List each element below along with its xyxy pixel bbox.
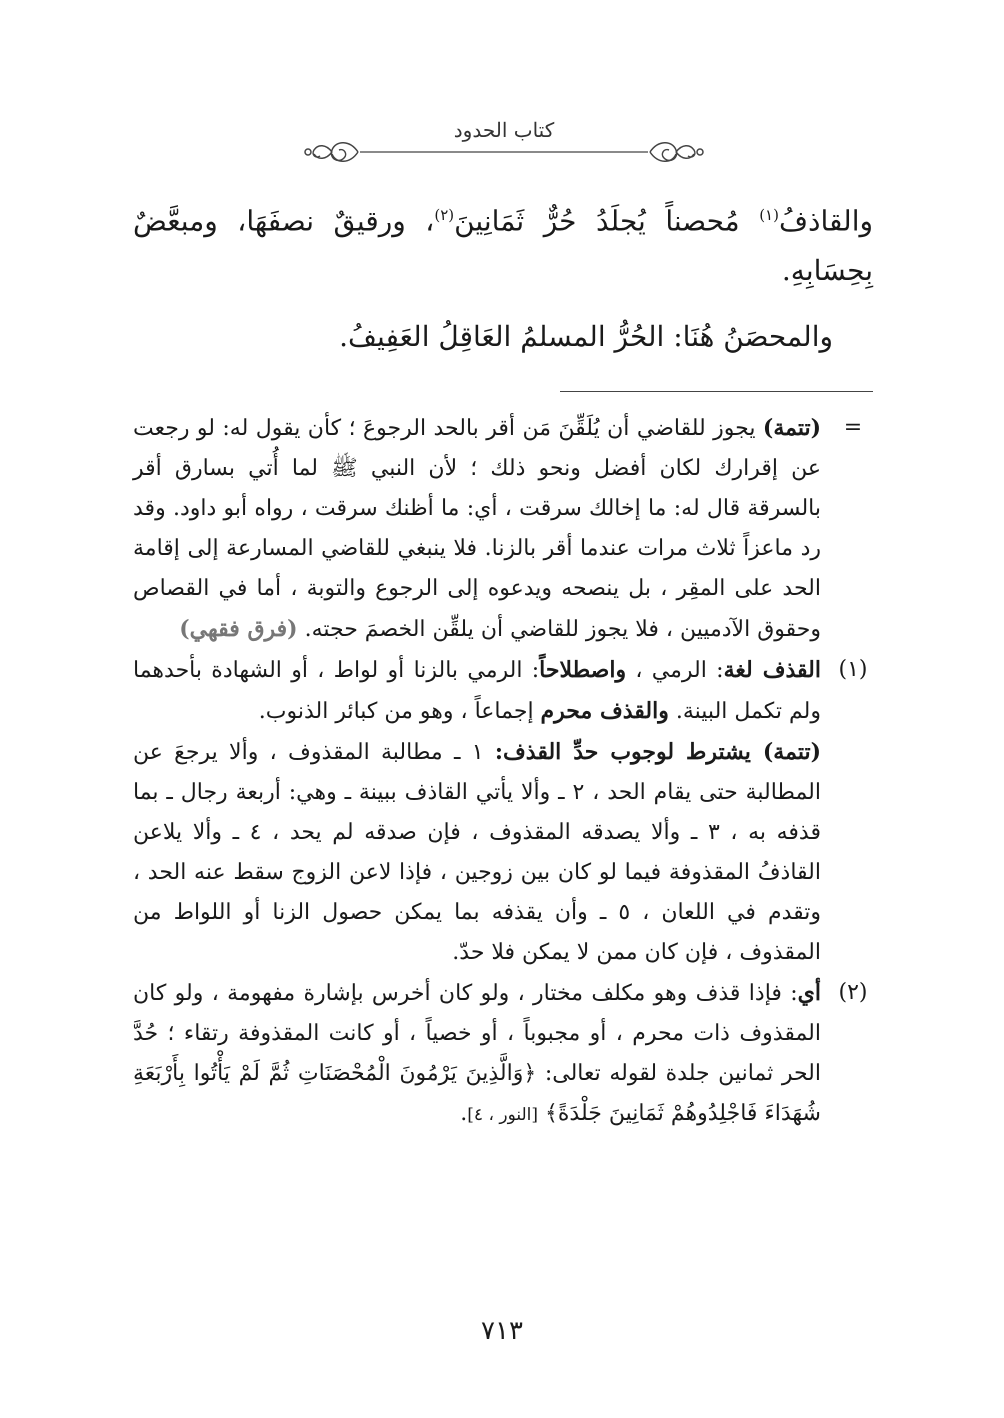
footnote-text-run: يجوز للقاضي أن يُلَقِّنَ مَن أقر بالحد الرجوعَ ؛ كأن يقول له: لو رجعت عن إقرارك لكان أفضل ونحو ذلك ؛ لأن النبي ﷺ لما أُتي بسارق أقر بالسرقة قال له: ما إخالك سرقت ، أي: ما أظنك سرقت ، رواه أبو داود. وقد رد ماعزاً ثلاث مرات عندما أقر بالزنا. فلا ينبغي للقاضي المسارعة إلى إقامة الحد على المقِر ، بل ينصحه ويدعوه إلى الرجوع والتوبة ، أما في القصاص وحقوق الآدميين ، فلا يجوز للقاضي أن يلقِّن الخصمَ حجته. <box>133 416 821 642</box>
footnote-marker: (٢) <box>838 980 868 1005</box>
footnote-2 <box>133 973 873 1135</box>
footnote-ref: (٢) <box>434 206 455 224</box>
footnote-text <box>133 732 821 973</box>
footnote-separator <box>560 391 873 392</box>
footnote-text <box>133 650 821 732</box>
footnote-text-run: : الرمي بالزنا أو لواط ، أو الشهادة بأحدهما ولم تكمل البينة. <box>133 658 821 724</box>
footnote-text-run: : فإذا قذف وهو مكلف مختار ، ولو كان أخرس بإشارة مفهومة ، ولو كان المقذوف ذات محرم ، أو مجبوباً ، أو خصياً ، أو كانت المقذوفة رتقاء ؛ حُدَّ الحر ثمانين جلدة لقوله تعالى: ﴿وَالَّذِينَ يَرْمُونَ الْمُحْصَنَاتِ ثُمَّ لَمْ يَأْتُوا بِأَرْبَعَةِ شُهَدَاءَ فَاجْلِدُوهُمْ ثَمَانِينَ جَلْدَةً﴾ <box>133 981 821 1126</box>
header-ornament-icon <box>298 132 710 172</box>
footnote-text <box>133 973 821 1135</box>
footnote-continued <box>133 408 873 650</box>
footnote-text-run: : الرمي ، <box>626 658 724 683</box>
footnote-text-run: ١ ـ مطالبة المقذوف ، وألا يرجعَ عن المطالبة حتى يقام الحد ، ٢ ـ وألا يأتي القاذف ببينة ـ وهي: أربعة رجال ـ بما قذفه به ، ٣ ـ وألا يصدقه المقذوف ، فإن صدقه لم يحد ، ٤ ـ وألا يلاعن القاذفُ المقذوفة فيما لو كان بين زوجين ، فإذا لاعن الزوج سقط عنه الحد ، وتقدم في اللعان ، ٥ ـ وأن يقذفه بما يمكن حصول الزنا أو اللواط من المقذوف ، فإن كان ممن لا يمكن فلا حدّ. <box>133 740 821 965</box>
bold-term: (تتمة) يشترط لوجوب حدِّ القذف: <box>494 739 821 765</box>
main-text-run: مُحصناً يُجلَدُ حُرٌّ ثَمَانِينَ <box>454 204 760 238</box>
footnote-ref: (١) <box>759 206 779 224</box>
bold-term: القذف لغة <box>723 657 821 683</box>
main-text <box>133 190 873 362</box>
page-number: ٧١٣ <box>481 1316 523 1346</box>
footnote-1 <box>133 650 873 973</box>
main-paragraph: والمحصَنُ هُنَا: الحُرُّ المسلمُ العَاقِلُ العَفِيفُ. <box>339 320 833 354</box>
chapter-title: كتاب الحدود <box>453 118 555 142</box>
quran-reference: [النور ، ٤] <box>467 1105 539 1125</box>
note-tag: (فرق فقهي) <box>179 616 298 642</box>
bold-term: أي <box>797 980 821 1006</box>
bold-term: (تتمة) <box>762 415 821 441</box>
footnotes <box>133 408 873 1135</box>
continuation-marker: = <box>843 415 863 440</box>
footnote-marker: (١) <box>838 657 868 682</box>
bold-term: والقذف محرم <box>540 698 669 724</box>
bold-term: واصطلاحاً <box>539 657 627 683</box>
main-paragraph <box>133 190 873 296</box>
running-header <box>298 112 710 172</box>
footnote-text-run: إجماعاً ، وهو من كبائر الذنوب. <box>258 699 541 724</box>
footnote-text-run: . <box>460 1101 468 1126</box>
main-text-run: والقاذفُ <box>778 204 873 238</box>
main-text-run: ، ورقيقٌ نصفَهَا، ومبعَّضٌ بِحِسَابِهِ. <box>133 204 873 288</box>
footnote-text <box>133 408 821 650</box>
